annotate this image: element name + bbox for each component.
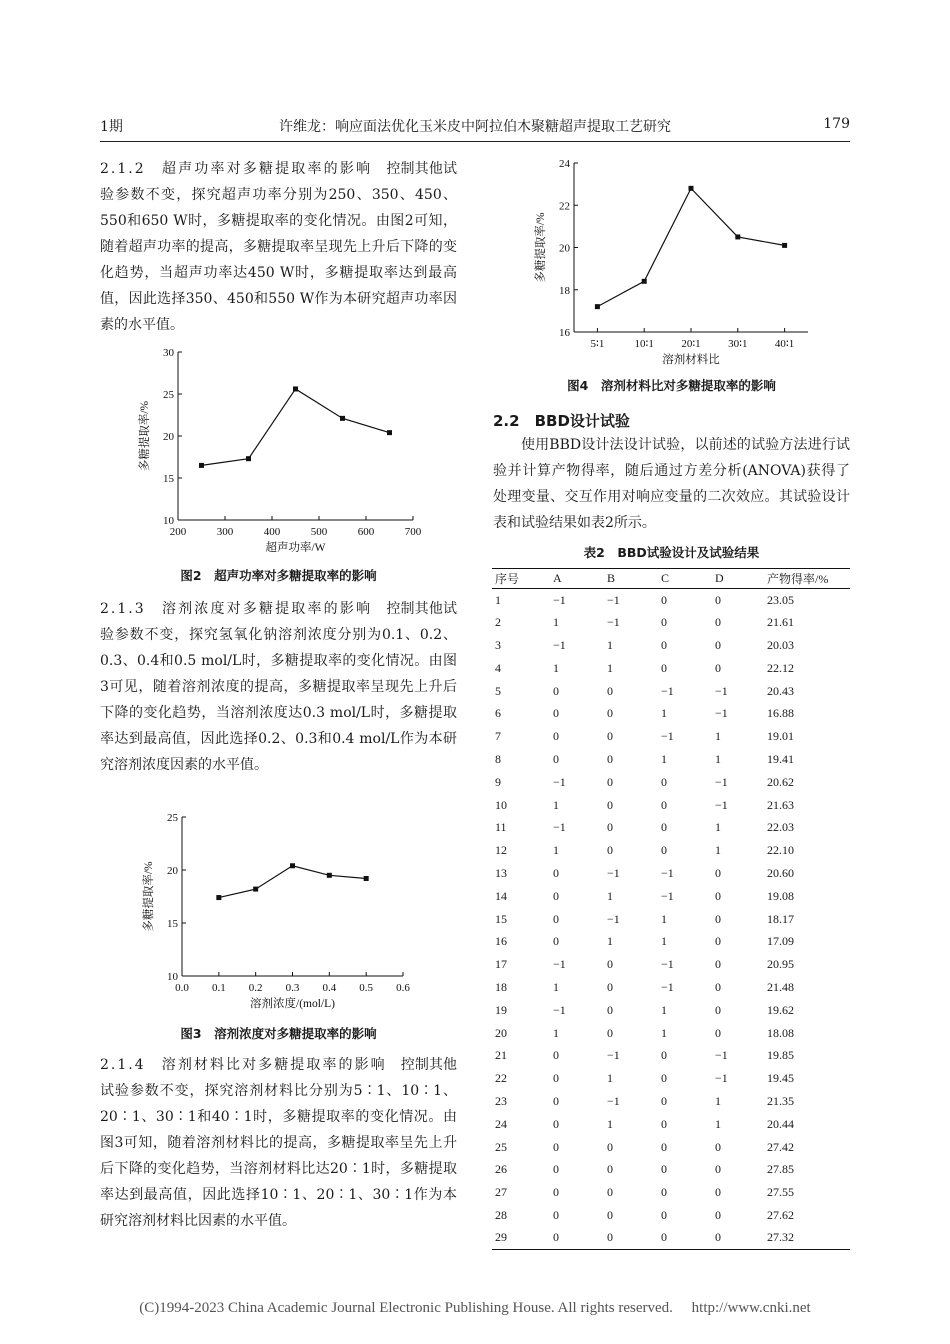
table-cell: 0 xyxy=(553,934,559,949)
table-2-caption: 表2 BBD试验设计及试验结果 xyxy=(583,545,760,560)
table-row xyxy=(492,611,850,634)
section-heading-2-1-2: 2.1.2 超声功率对多糖提取率的影响 xyxy=(100,161,373,177)
table-row xyxy=(492,1181,850,1204)
figure-3-chart xyxy=(136,808,426,1018)
table-header-row xyxy=(492,569,850,589)
paragraph-body-2-1-2: 控制其他试验参数不变，探究超声功率分别为250、350、450、550和650 W时，多糖提取率的变化情况。由图2可知，随着超声功率的提高，多糖提取率呈现先上升后下降的变化趋势，当超声功率达450 W时，多糖提取率达到最高值，因此选择350、450和550 W作为本研究超声功率因素的水平值。 xyxy=(100,161,457,333)
table-cell: 20 xyxy=(495,1025,507,1040)
table-row xyxy=(492,976,850,999)
table-cell: 23 xyxy=(495,1093,507,1108)
table-cell: 1 xyxy=(715,729,721,744)
table-cell: 0 xyxy=(661,1048,667,1063)
data-point xyxy=(689,186,694,191)
table-cell: 0 xyxy=(607,797,613,812)
table-cell: 1 xyxy=(495,592,501,607)
table-cell: 1 xyxy=(715,843,721,858)
table-cell: 6 xyxy=(495,706,501,721)
data-point xyxy=(290,863,295,868)
column-header: B xyxy=(604,569,658,589)
table-cell: 17.09 xyxy=(767,934,794,949)
paragraph-body-2-1-3: 控制其他试验参数不变，探究氢氧化钠溶剂浓度分别为0.1、0.2、0.3、0.4和0.5 mol/L时，多糖提取率的变化情况。由图3可见，随着溶剂浓度的提高，多糖提取率呈现先上升后下降的变化趋势，当溶剂浓度达0.3 mol/L时，多糖提取率达到最高值，因此选择0.2、0.3和0.4 mol/L作为本研究溶剂浓度因素的水平值。 xyxy=(100,601,457,773)
table-cell: 0 xyxy=(661,1162,667,1177)
x-tick-label: 0.4 xyxy=(322,982,337,994)
table-cell: −1 xyxy=(661,957,674,972)
table-cell: 21.48 xyxy=(767,979,794,994)
table-cell: 0 xyxy=(661,1185,667,1200)
running-title: 许维龙：响应面法优化玉米皮中阿拉伯木聚糖超声提取工艺研究 xyxy=(279,119,671,135)
table-cell: 18 xyxy=(495,979,507,994)
table-cell: 0 xyxy=(661,1116,667,1131)
table-cell: 0 xyxy=(658,1227,712,1250)
table-cell: 0 xyxy=(715,615,721,630)
figure-4-chart xyxy=(528,152,818,370)
table-cell: 0 xyxy=(715,934,721,949)
table-cell: 21 xyxy=(495,1048,507,1063)
table-row xyxy=(492,1113,850,1136)
column-header: D xyxy=(712,569,764,589)
series-line xyxy=(202,389,390,465)
figure-4-caption: 图4 溶剂材料比对多糖提取率的影响 xyxy=(567,378,776,393)
y-axis-label: 多糖提取率/% xyxy=(535,212,547,283)
table-cell: 0 xyxy=(661,615,667,630)
paragraph-2-1-4 xyxy=(100,1052,457,1234)
table-cell: 0 xyxy=(553,1185,559,1200)
table-cell: 29 xyxy=(492,1227,550,1250)
table-cell: 20.43 xyxy=(767,683,794,698)
table-cell: −1 xyxy=(607,1093,620,1108)
table-cell: 0 xyxy=(607,1139,613,1154)
bbd-results-table xyxy=(492,568,850,1250)
table-cell: 22.03 xyxy=(767,820,794,835)
y-tick-label: 10 xyxy=(167,971,178,983)
table-row xyxy=(492,999,850,1022)
y-tick-label: 20 xyxy=(559,242,570,255)
table-cell: 0 xyxy=(715,1025,721,1040)
table-cell: 0 xyxy=(553,1162,559,1177)
y-tick-label: 25 xyxy=(163,389,174,401)
data-point xyxy=(595,304,600,309)
table-cell: 16.88 xyxy=(767,706,794,721)
data-point xyxy=(340,416,345,421)
table-cell: 0 xyxy=(715,888,721,903)
data-point xyxy=(782,243,787,248)
table-cell: 1 xyxy=(661,934,667,949)
table-cell: 0 xyxy=(661,774,667,789)
y-tick-label: 18 xyxy=(559,284,570,297)
table-cell: 0 xyxy=(553,706,559,721)
table-cell: 0 xyxy=(607,979,613,994)
table-cell: 0 xyxy=(607,1002,613,1017)
data-point xyxy=(253,887,258,892)
table-cell: 0 xyxy=(553,888,559,903)
table-cell: 0 xyxy=(553,1093,559,1108)
table-cell: 0 xyxy=(607,843,613,858)
table-cell: 15 xyxy=(495,911,507,926)
y-tick-label: 16 xyxy=(559,327,570,339)
table-cell: 1 xyxy=(661,1025,667,1040)
table-cell: 21.63 xyxy=(767,797,794,812)
table-row xyxy=(492,816,850,839)
table-cell: 24 xyxy=(495,1116,507,1131)
table-cell: 22.10 xyxy=(767,843,794,858)
table-cell: 0 xyxy=(550,1227,604,1250)
table-cell: 0 xyxy=(607,729,613,744)
table-row xyxy=(492,1158,850,1181)
table-row xyxy=(492,953,850,976)
table-cell: −1 xyxy=(607,1048,620,1063)
table-cell: 0 xyxy=(607,774,613,789)
table-row xyxy=(492,702,850,725)
paragraph-2-2: 使用BBD设计法设计试验，以前述的试验方法进行试验并计算产物得率，随后通过方差分析(ANOVA)获得了处理变量、交互作用对响应变量的二次效应。其试验设计表和试验结果如表2所示。 xyxy=(493,437,850,531)
table-cell: 0 xyxy=(607,683,613,698)
x-tick-label: 0.5 xyxy=(359,982,374,994)
table-cell: 0 xyxy=(607,957,613,972)
table-cell: −1 xyxy=(661,865,674,880)
table-row xyxy=(492,930,850,953)
table-cell: 20.62 xyxy=(767,774,794,789)
table-cell: −1 xyxy=(661,888,674,903)
table-cell: −1 xyxy=(715,1071,728,1086)
table-row xyxy=(492,657,850,680)
series-line xyxy=(597,188,784,306)
table-cell: 11 xyxy=(495,820,507,835)
table-cell: 1 xyxy=(661,751,667,766)
table-cell: 1 xyxy=(607,637,613,652)
table-cell: 1 xyxy=(553,615,559,630)
table-cell: 22.12 xyxy=(767,660,794,675)
section-title-2-2: 2.2 BBD设计试验 xyxy=(493,412,630,430)
table-cell: 1 xyxy=(661,706,667,721)
table-cell: 2 xyxy=(495,615,501,630)
table-cell: 1 xyxy=(553,979,559,994)
table-row xyxy=(492,634,850,657)
table-cell: 28 xyxy=(495,1207,507,1222)
issue-number: 1期 xyxy=(100,119,123,135)
x-tick-label: 0.0 xyxy=(175,982,189,994)
table-cell: −1 xyxy=(607,865,620,880)
table-cell: −1 xyxy=(661,979,674,994)
paragraph-2-1-3 xyxy=(100,596,457,778)
table-cell: −1 xyxy=(553,1002,566,1017)
table-cell: −1 xyxy=(553,774,566,789)
data-point xyxy=(642,279,647,284)
table-cell: −1 xyxy=(607,615,620,630)
table-cell: 10 xyxy=(495,797,507,812)
table-cell: 0 xyxy=(661,1139,667,1154)
table-cell: 19 xyxy=(495,1002,507,1017)
table-cell: 0 xyxy=(661,1207,667,1222)
table-cell: 26 xyxy=(495,1162,507,1177)
table-cell: 1 xyxy=(661,1002,667,1017)
x-tick-label: 400 xyxy=(263,526,281,538)
table-cell: 0 xyxy=(715,660,721,675)
table-row xyxy=(492,1067,850,1090)
table-cell: −1 xyxy=(661,683,674,698)
table-cell: 21.35 xyxy=(767,1093,794,1108)
y-tick-label: 25 xyxy=(167,812,178,824)
table-cell: 0 xyxy=(553,1207,559,1222)
table-cell: 1 xyxy=(715,820,721,835)
table-cell: 0 xyxy=(661,843,667,858)
y-tick-label: 20 xyxy=(163,431,174,443)
table-cell: 0 xyxy=(604,1227,658,1250)
x-axis-label: 溶剂材料比 xyxy=(662,354,720,366)
table-row xyxy=(492,862,850,885)
table-cell: −1 xyxy=(607,911,620,926)
table-cell: 0 xyxy=(607,706,613,721)
table-cell: 0 xyxy=(661,660,667,675)
x-tick-label: 40∶1 xyxy=(774,338,795,350)
table-cell: 27.62 xyxy=(767,1207,794,1222)
table-cell: 0 xyxy=(715,1139,721,1154)
table-cell: −1 xyxy=(715,797,728,812)
table-cell: 0 xyxy=(661,1071,667,1086)
table-row xyxy=(492,680,850,703)
table-row xyxy=(492,1227,850,1250)
x-axis-label: 溶剂浓度/(mol/L) xyxy=(250,998,335,1010)
table-cell: 27 xyxy=(495,1185,507,1200)
section-heading-2-1-3: 2.1.3 溶剂浓度对多糖提取率的影响 xyxy=(100,601,373,617)
table-cell: 0 xyxy=(661,820,667,835)
table-cell: 1 xyxy=(715,1116,721,1131)
table-cell: 12 xyxy=(495,843,507,858)
data-point xyxy=(246,456,251,461)
table-body xyxy=(492,589,850,1250)
table-cell: 19.85 xyxy=(767,1048,794,1063)
data-point xyxy=(387,430,392,435)
table-row xyxy=(492,725,850,748)
table-cell: 0 xyxy=(553,729,559,744)
table-cell: 1 xyxy=(553,843,559,858)
table-cell: 18.17 xyxy=(767,911,794,926)
table-cell: 17 xyxy=(495,957,507,972)
table-row xyxy=(492,589,850,612)
table-cell: 20.60 xyxy=(767,865,794,880)
section-heading-2-1-4: 2.1.4 溶剂材料比对多糖提取率的影响 xyxy=(100,1057,387,1073)
figure-2-chart xyxy=(128,340,428,552)
table-cell: 19.01 xyxy=(767,729,794,744)
table-cell: 13 xyxy=(495,865,507,880)
table-cell: −1 xyxy=(661,729,674,744)
table-row xyxy=(492,885,850,908)
table-cell: 16 xyxy=(495,934,507,949)
y-tick-label: 22 xyxy=(559,200,570,213)
table-cell: 3 xyxy=(495,637,501,652)
page-number: 179 xyxy=(823,116,850,132)
data-point xyxy=(199,463,204,468)
data-point xyxy=(216,895,221,900)
table-cell: 8 xyxy=(495,751,501,766)
copyright-footer: (C)1994-2023 China Academic Journal Electronic Publishing House. All rights reserved. http://www.cnki.net xyxy=(139,1300,811,1316)
table-cell: 0 xyxy=(607,1207,613,1222)
data-point xyxy=(327,873,332,878)
y-tick-label: 24 xyxy=(559,158,570,170)
table-cell: 0 xyxy=(553,683,559,698)
table-cell: 25 xyxy=(495,1139,507,1154)
table-cell: 4 xyxy=(495,660,501,675)
table-cell: 1 xyxy=(553,797,559,812)
table-cell: 0 xyxy=(715,1162,721,1177)
column-header: 序号 xyxy=(492,569,550,589)
figure-2-caption: 图2 超声功率对多糖提取率的影响 xyxy=(180,568,377,583)
table-cell: 20.03 xyxy=(767,637,794,652)
table-row xyxy=(492,748,850,771)
table-cell: 1 xyxy=(553,1025,559,1040)
table-cell: −1 xyxy=(715,774,728,789)
table-row xyxy=(492,1022,850,1045)
x-tick-label: 10∶1 xyxy=(634,338,654,350)
header-rule xyxy=(100,141,850,142)
y-axis-label: 多糖提取率/% xyxy=(139,400,151,472)
table-cell: 0 xyxy=(553,865,559,880)
y-axis-label: 多糖提取率/% xyxy=(143,861,155,932)
table-cell: 1 xyxy=(715,1093,721,1108)
y-tick-label: 15 xyxy=(163,473,174,485)
table-cell: 27.32 xyxy=(764,1227,850,1250)
table-cell: 7 xyxy=(495,729,501,744)
x-tick-label: 200 xyxy=(169,526,187,538)
x-tick-label: 500 xyxy=(310,526,328,538)
table-cell: 0 xyxy=(661,797,667,812)
x-tick-label: 0.3 xyxy=(285,982,300,994)
table-cell: 21.61 xyxy=(767,615,794,630)
running-header xyxy=(100,116,850,138)
table-cell: 19.62 xyxy=(767,1002,794,1017)
table-cell: 0 xyxy=(715,865,721,880)
data-point xyxy=(293,386,298,391)
table-cell: 27.85 xyxy=(767,1162,794,1177)
table-row xyxy=(492,1044,850,1067)
table-cell: 1 xyxy=(607,660,613,675)
table-row xyxy=(492,1090,850,1113)
table-cell: 0 xyxy=(715,957,721,972)
paragraph-body-2-1-4: 控制其他试验参数不变，探究溶剂材料比分别为5∶1、10∶1、20∶1、30∶1和40∶1时，多糖提取率的变化情况。由图3可知，随着溶剂材料比的提高，多糖提取率呈先上升后下降的变化趋势，当溶剂材料比达20∶1时，多糖提取率达到最高值，因此选择10∶1、20∶1、30∶1作为本研究溶剂材料比因素的水平值。 xyxy=(100,1057,458,1229)
table-cell: −1 xyxy=(553,592,566,607)
table-cell: 1 xyxy=(607,934,613,949)
table-row xyxy=(492,794,850,817)
table-cell: 0 xyxy=(607,751,613,766)
table-cell: 0 xyxy=(553,911,559,926)
figure-3-caption: 图3 溶剂浓度对多糖提取率的影响 xyxy=(180,1026,377,1041)
table-cell: 0 xyxy=(607,1185,613,1200)
table-cell: 0 xyxy=(661,592,667,607)
table-cell: 0 xyxy=(607,1025,613,1040)
table-cell: 18.08 xyxy=(767,1025,794,1040)
table-cell: 27.42 xyxy=(767,1139,794,1154)
y-tick-label: 10 xyxy=(163,515,174,527)
column-header: A xyxy=(550,569,604,589)
column-header: C xyxy=(658,569,712,589)
table-cell: 0 xyxy=(715,1207,721,1222)
table-cell: 22 xyxy=(495,1071,507,1086)
table-row xyxy=(492,908,850,931)
x-tick-label: 30∶1 xyxy=(728,338,748,350)
table-row xyxy=(492,1136,850,1159)
table-cell: 1 xyxy=(607,1071,613,1086)
table-cell: 0 xyxy=(607,820,613,835)
table-cell: 0 xyxy=(715,1185,721,1200)
table-cell: 14 xyxy=(495,888,507,903)
table-cell: 1 xyxy=(553,660,559,675)
table-cell: 0 xyxy=(553,1048,559,1063)
table-cell: −1 xyxy=(553,637,566,652)
x-tick-label: 300 xyxy=(216,526,234,538)
table-cell: −1 xyxy=(553,820,566,835)
y-tick-label: 15 xyxy=(167,918,178,930)
column-header: 产物得率/% xyxy=(764,569,850,589)
table-cell: 19.41 xyxy=(767,751,794,766)
table-cell: −1 xyxy=(715,706,728,721)
table-cell: 1 xyxy=(715,751,721,766)
table-cell: 1 xyxy=(607,888,613,903)
table-cell: −1 xyxy=(553,957,566,972)
table-cell: 0 xyxy=(553,1139,559,1154)
table-row xyxy=(492,839,850,862)
x-axis-label: 超声功率/W xyxy=(265,542,326,552)
table-row xyxy=(492,1204,850,1227)
table-cell: 19.45 xyxy=(767,1071,794,1086)
paragraph-2-1-2 xyxy=(100,156,457,338)
table-cell: 0 xyxy=(715,637,721,652)
table-cell: 0 xyxy=(712,1227,764,1250)
table-cell: 20.95 xyxy=(767,957,794,972)
x-tick-label: 5∶1 xyxy=(590,338,605,350)
table-cell: 0 xyxy=(553,751,559,766)
table-cell: 0 xyxy=(715,1002,721,1017)
table-cell: 27.55 xyxy=(767,1185,794,1200)
series-line xyxy=(219,866,366,898)
data-point xyxy=(364,876,369,881)
table-cell: 20.44 xyxy=(767,1116,794,1131)
x-tick-label: 700 xyxy=(404,526,422,538)
table-cell: −1 xyxy=(715,683,728,698)
table-row xyxy=(492,771,850,794)
data-point xyxy=(735,234,740,239)
table-cell: −1 xyxy=(607,592,620,607)
table-cell: −1 xyxy=(715,1048,728,1063)
table-cell: 0 xyxy=(715,592,721,607)
table-cell: 1 xyxy=(661,911,667,926)
table-cell: 0 xyxy=(553,1071,559,1086)
table-cell: 0 xyxy=(553,1116,559,1131)
table-cell: 0 xyxy=(607,1162,613,1177)
table-cell: 0 xyxy=(715,979,721,994)
table-cell: 0 xyxy=(661,637,667,652)
table-cell: 23.05 xyxy=(767,592,794,607)
x-tick-label: 0.6 xyxy=(396,982,410,994)
table-cell: 0 xyxy=(661,1093,667,1108)
table-cell: 1 xyxy=(607,1116,613,1131)
x-tick-label: 600 xyxy=(357,526,375,538)
x-tick-label: 0.2 xyxy=(248,982,263,994)
x-tick-label: 20∶1 xyxy=(681,338,701,350)
y-tick-label: 20 xyxy=(167,865,178,877)
table-cell: 0 xyxy=(715,911,721,926)
x-tick-label: 0.1 xyxy=(211,982,226,994)
table-cell: 9 xyxy=(495,774,501,789)
table-cell: 5 xyxy=(495,683,501,698)
table-cell: 19.08 xyxy=(767,888,794,903)
y-tick-label: 30 xyxy=(163,347,174,359)
